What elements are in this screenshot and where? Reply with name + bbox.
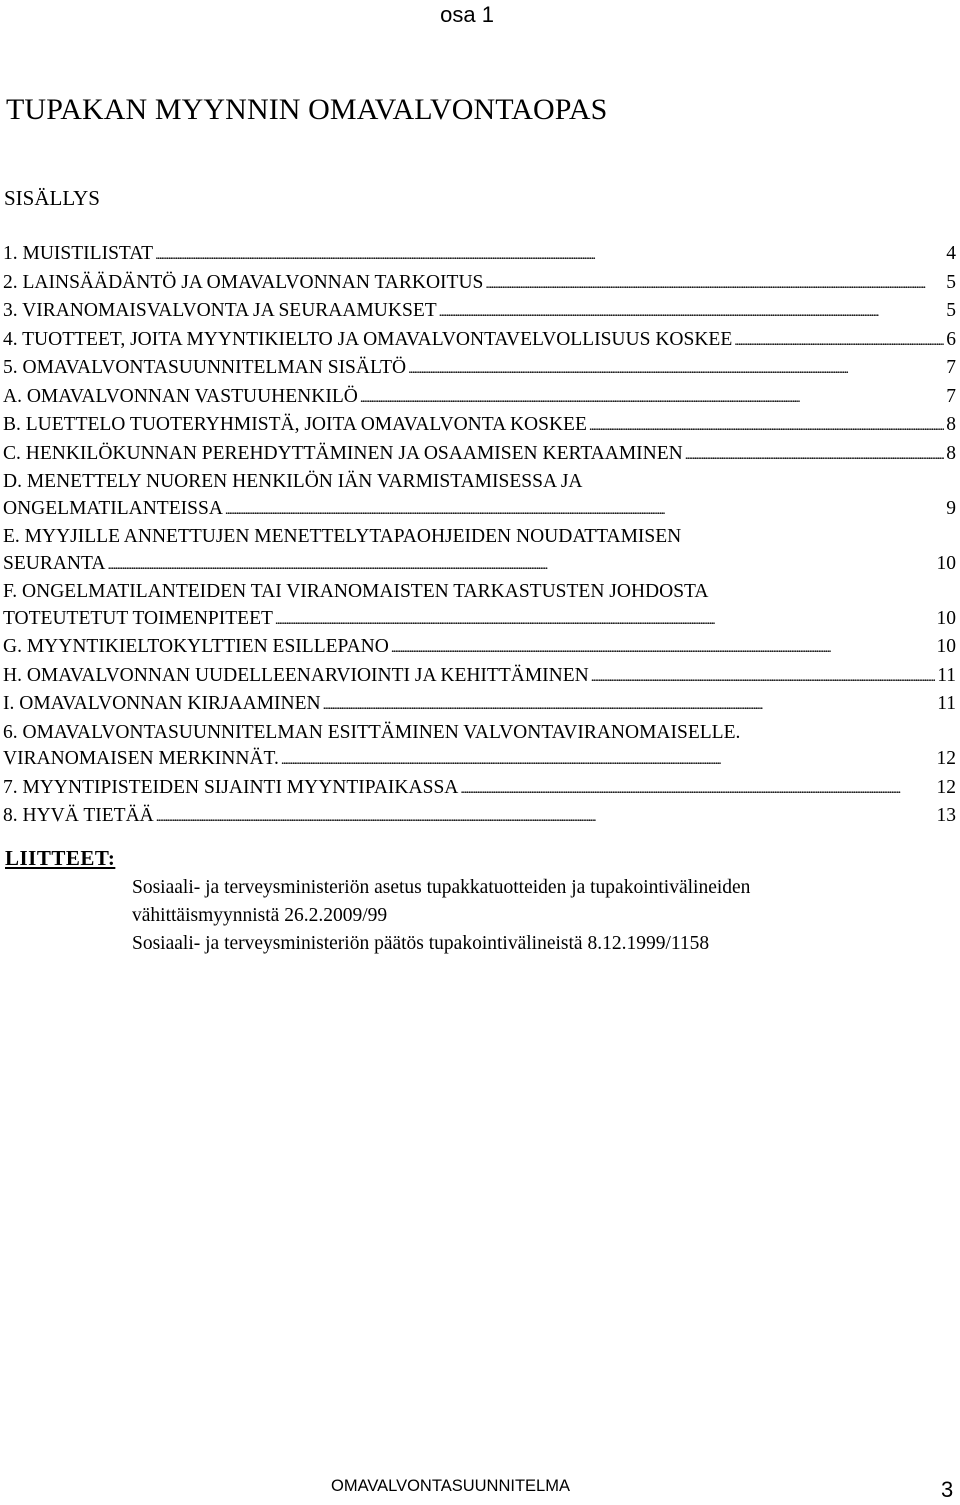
toc-entry-title: 3. VIRANOMAISVALVONTA JA SEURAAMUKSET	[3, 300, 437, 321]
toc-page-number: 9	[946, 497, 956, 519]
table-of-contents	[3, 241, 956, 832]
dot-leader	[155, 241, 944, 270]
toc-entry-kyltit[interactable]	[3, 634, 956, 663]
toc-entry-title: A. OMAVALVONNAN VASTUUHENKILÖ	[3, 385, 358, 407]
toc-page-number: 5	[946, 271, 956, 293]
toc-entry-title: 8. HYVÄ TIETÄÄ	[3, 805, 154, 826]
dot-leader	[275, 606, 935, 635]
toc-entry-sijainti[interactable]	[3, 775, 956, 804]
toc-entry-title: SEURANTA	[3, 552, 106, 574]
toc-entry-title: 1. MUISTILISTAT	[3, 243, 154, 264]
footer-label: OMAVALVONTASUUNNITELMA	[331, 1477, 570, 1495]
toc-entry-ian-varmistaminen[interactable]	[3, 469, 956, 524]
toc-page-number: 8	[946, 442, 956, 464]
attachment-line: vähittäismyynnistä 26.2.2009/99	[132, 905, 388, 926]
attachment-line: Sosiaali- ja terveysministeriön asetus tupakkatuotteiden ja tupakointivälineiden	[132, 877, 751, 898]
toc-entry-title: 4. TUOTTEET, JOITA MYYNTIKIELTO JA OMAVALVONTAVELVOLLISUUS KOSKEE	[3, 328, 733, 350]
toc-entry-title: 7. MYYNTIPISTEIDEN SIJAINTI MYYNTIPAIKASSA	[3, 776, 459, 798]
toc-entry-kirjaaminen[interactable]	[3, 691, 956, 720]
part-label: osa 1	[440, 2, 494, 27]
toc-page-number: 10	[936, 552, 956, 574]
dot-leader	[734, 327, 944, 356]
dot-leader	[439, 298, 945, 327]
toc-heading: SISÄLLYS	[4, 186, 100, 210]
toc-page-number: 12	[936, 748, 956, 769]
toc-entry-hyva-tietaa[interactable]	[3, 803, 956, 832]
dot-leader	[360, 384, 944, 413]
toc-entry-title-line1: E. MYYJILLE ANNETTUJEN MENETTELYTAPAOHJEIDEN NOUDATTAMISEN	[3, 526, 682, 547]
toc-entry-perehdyttaminen[interactable]	[3, 441, 956, 470]
toc-page-number: 7	[946, 357, 956, 378]
dot-leader	[281, 746, 935, 775]
footer-page-number: 3	[941, 1477, 954, 1502]
dot-leader	[685, 441, 945, 470]
dot-leader	[225, 496, 944, 525]
attachments-list	[132, 874, 750, 958]
dot-leader	[107, 551, 934, 580]
toc-entry-title: C. HENKILÖKUNNAN PEREHDYTTÄMINEN JA OSAAMISEN KERTAAMINEN	[3, 442, 683, 464]
toc-entry-seuranta[interactable]	[3, 524, 956, 579]
toc-entry-title-line1: 6. OMAVALVONTASUUNNITELMAN ESITTÄMINEN VALVONTAVIRANOMAISELLE.	[3, 721, 741, 743]
toc-entry-title: VIRANOMAISEN MERKINNÄT.	[3, 748, 279, 769]
toc-entry-tuoteryhmat[interactable]	[3, 412, 956, 441]
toc-entry-sisalto[interactable]	[3, 355, 956, 384]
toc-page-number: 10	[936, 636, 956, 657]
toc-page-number: 8	[946, 414, 956, 435]
dot-leader	[485, 270, 944, 299]
dot-leader	[156, 803, 935, 832]
toc-entry-title: G. MYYNTIKIELTOKYLTTIEN ESILLEPANO	[3, 636, 389, 657]
toc-entry-vastuuhenkilo[interactable]	[3, 384, 956, 413]
dot-leader	[408, 355, 944, 384]
toc-entry-title: 5. OMAVALVONTASUUNNITELMAN SISÄLTÖ	[3, 357, 407, 378]
attachments-heading: LIITTEET:	[5, 846, 116, 870]
dot-leader	[460, 775, 934, 804]
dot-leader	[323, 691, 936, 720]
toc-entry-title: H. OMAVALVONNAN UUDELLEENARVIOINTI JA KEHITTÄMINEN	[3, 664, 589, 686]
dot-leader	[591, 663, 935, 692]
attachment-line: Sosiaali- ja terveysministeriön päätös tupakointivälineistä 8.12.1999/1158	[132, 933, 710, 954]
toc-entry-viranomaisvalvonta[interactable]	[3, 298, 956, 327]
toc-entry-title-line1: D. MENETTELY NUOREN HENKILÖN IÄN VARMISTAMISESSA JA	[3, 471, 583, 492]
toc-page-number: 4	[946, 243, 956, 264]
toc-entry-tuotteet[interactable]	[3, 327, 956, 356]
toc-entry-title: B. LUETTELO TUOTERYHMISTÄ, JOITA OMAVALVONTA KOSKEE	[3, 414, 587, 435]
toc-page-number: 10	[936, 607, 956, 629]
toc-page-number: 11	[937, 664, 956, 686]
toc-page-number: 11	[937, 693, 956, 714]
toc-entry-muistilistat[interactable]	[3, 241, 956, 270]
toc-page-number: 5	[946, 300, 956, 321]
dot-leader	[589, 412, 944, 441]
toc-page-number: 6	[946, 328, 956, 350]
toc-entry-esittaminen[interactable]	[3, 720, 956, 775]
document-title: TUPAKAN MYYNNIN OMAVALVONTAOPAS	[6, 93, 608, 126]
toc-entry-lainsaadanto[interactable]	[3, 270, 956, 299]
toc-entry-title-line1: F. ONGELMATILANTEIDEN TAI VIRANOMAISTEN TARKASTUSTEN JOHDOSTA	[3, 581, 709, 602]
toc-page-number: 12	[936, 776, 956, 798]
toc-entry-title: 2. LAINSÄÄDÄNTÖ JA OMAVALVONNAN TARKOITUS	[3, 271, 484, 293]
dot-leader	[391, 634, 935, 663]
toc-entry-title: ONGELMATILANTEISSA	[3, 497, 223, 519]
toc-entry-toimenpiteet[interactable]	[3, 579, 956, 634]
toc-entry-title: I. OMAVALVONNAN KIRJAAMINEN	[3, 693, 321, 714]
toc-entry-title: TOTEUTETUT TOIMENPITEET	[3, 607, 273, 629]
toc-entry-uudelleenarviointi[interactable]	[3, 663, 956, 692]
toc-page-number: 7	[946, 385, 956, 407]
toc-page-number: 13	[936, 805, 956, 826]
